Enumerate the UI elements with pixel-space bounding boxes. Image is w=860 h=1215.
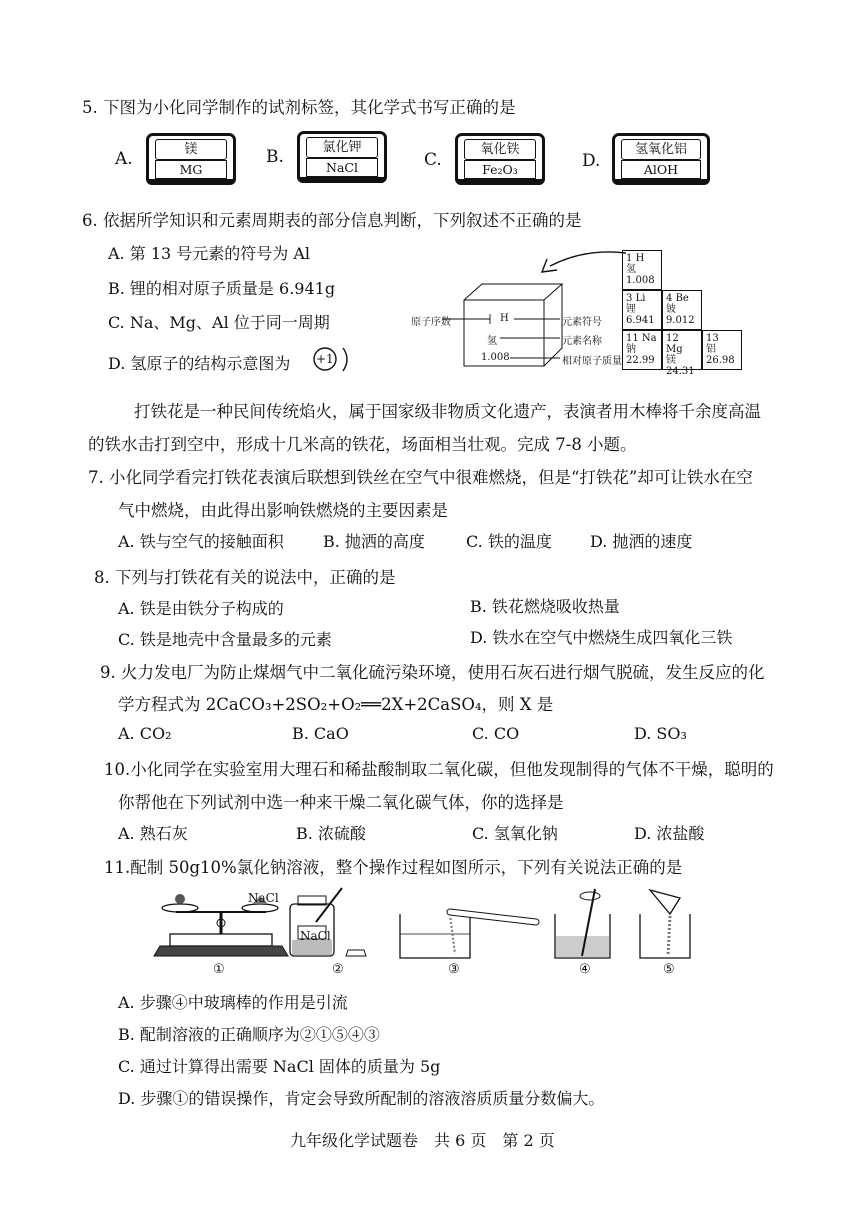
reagent-label-d	[612, 133, 710, 185]
q5-option-d-letter: D.	[582, 151, 601, 171]
q10-stem-line-1: 10.小化同学在实验室用大理石和稀盐酸制取二氧化碳，但他发现制得的气体不干燥，聪明的	[104, 760, 774, 779]
step-label-1: ①	[213, 962, 225, 977]
q10-option-a: A. 熟石灰	[118, 824, 188, 843]
bottle-nacl-label: NaCl	[300, 929, 331, 943]
q5-option-a-letter: A.	[115, 149, 133, 169]
q9-option-b: B. CaO	[292, 724, 349, 743]
step-label-4: ④	[579, 962, 591, 977]
q11-stem: 11.配制 50g10%氯化钠溶液，整个操作过程如图所示，下列有关说法正确的是	[104, 858, 683, 877]
q6-option-a: A. 第 13 号元素的符号为 Al	[108, 244, 311, 263]
periodic-cell-mg: 12 Mg 镁 24.31	[662, 330, 702, 370]
q9-option-d: D. SO₃	[634, 724, 687, 743]
q6-option-d: D. 氢原子的结构示意图为	[108, 354, 291, 373]
q11-option-d: D. 步骤①的错误操作，肯定会导致所配制的溶液溶质质量分数偏大。	[118, 1089, 605, 1108]
step-label-5: ⑤	[663, 962, 675, 977]
passage-line-2: 的铁水击打到空中，形成十几米高的铁花，场面相当壮观。完成 7-8 小题。	[88, 435, 637, 454]
reagent-bottle-illustration	[290, 888, 366, 956]
q8-option-b: B. 铁花燃烧吸收热量	[470, 597, 620, 616]
periodic-cell-li: 3 Li 锂 6.941	[622, 290, 662, 330]
hydrogen-nucleus-charge: +1	[316, 352, 334, 366]
q7-stem-line-2: 气中燃烧，由此得出影响铁燃烧的主要因素是	[118, 501, 448, 520]
q7-option-c: C. 铁的温度	[466, 532, 552, 551]
q5-option-c-letter: C.	[424, 150, 442, 170]
legend-atomic-number: 原子序数	[411, 317, 451, 328]
reagent-label-b-formula: NaCl	[306, 158, 378, 177]
q9-option-c: C. CO	[472, 724, 520, 743]
adding-solid-beaker-illustration	[640, 890, 690, 958]
periodic-cell-al: 13 铝 26.98	[702, 330, 742, 370]
stirring-beaker-illustration	[555, 889, 610, 958]
q5-stem: 5. 下图为小化同学制作的试剂标签，其化学式书写正确的是	[82, 98, 516, 117]
q7-option-d: D. 抛洒的速度	[590, 532, 693, 551]
q11-option-a: A. 步骤④中玻璃棒的作用是引流	[118, 993, 348, 1012]
solution-preparation-diagram	[150, 884, 710, 979]
reagent-label-d-name: 氢氧化铝	[621, 139, 701, 160]
q9-option-a: A. CO₂	[118, 724, 172, 743]
legend-example-name: 氢	[487, 336, 497, 347]
q9-stem-line-2: 学方程式为 2CaCO₃+2SO₂+O₂══2X+2CaSO₄，则 X 是	[118, 695, 554, 714]
q11-option-b: B. 配制溶液的正确顺序为②①⑤④③	[118, 1025, 380, 1044]
q10-option-c: C. 氢氧化钠	[472, 824, 558, 843]
pouring-beaker-illustration	[400, 912, 536, 958]
reagent-label-a	[146, 133, 236, 185]
reagent-label-c-name: 氧化铁	[464, 139, 536, 160]
q6-option-c: C. Na、Mg、Al 位于同一周期	[108, 313, 330, 332]
q11-option-c: C. 通过计算得出需要 NaCl 固体的质量为 5g	[118, 1057, 441, 1076]
passage-line-1: 打铁花是一种民间传统焰火，属于国家级非物质文化遗产，表演者用木棒将千余度高温	[134, 402, 761, 421]
q8-option-a: A. 铁是由铁分子构成的	[118, 599, 284, 618]
reagent-label-c	[455, 133, 545, 185]
q10-stem-line-2: 你帮他在下列试剂中选一种来干燥二氧化碳气体，你的选择是	[118, 793, 564, 812]
reagent-label-d-formula: AlOH	[621, 160, 701, 179]
reagent-label-a-formula: MG	[155, 160, 227, 179]
balance-nacl-label: NaCl	[248, 891, 279, 905]
q9-stem-line-1: 9. 火力发电厂为防止煤烟气中二氧化硫污染环境，使用石灰石进行烟气脱硫，发生反应的化	[100, 663, 765, 682]
q8-option-c: C. 铁是地壳中含量最多的元素	[118, 630, 332, 649]
legend-symbol: 元素符号	[562, 317, 602, 328]
reagent-label-c-formula: Fe₂O₃	[464, 160, 536, 179]
q8-stem: 8. 下列与打铁花有关的说法中，正确的是	[94, 568, 396, 587]
step-label-2: ②	[332, 962, 344, 977]
legend-example-mass: 1.008	[481, 352, 510, 363]
legend-name: 元素名称	[562, 336, 602, 347]
periodic-cell-na: 11 Na 钠 22.99	[622, 330, 662, 370]
q8-option-d: D. 铁水在空气中燃烧生成四氧化三铁	[470, 628, 733, 647]
q10-option-b: B. 浓硫酸	[296, 824, 366, 843]
step-label-3: ③	[448, 962, 460, 977]
q7-option-b: B. 抛洒的高度	[323, 532, 425, 551]
legend-mass: 相对原子质量	[562, 356, 622, 367]
q6-option-b: B. 锂的相对原子质量是 6.941g	[108, 279, 336, 298]
reagent-label-b-name: 氯化钾	[306, 137, 378, 158]
q7-option-a: A. 铁与空气的接触面积	[118, 532, 284, 551]
q6-stem: 6. 依据所学知识和元素周期表的部分信息判断，下列叙述不正确的是	[82, 211, 582, 230]
legend-example-symbol: H	[500, 313, 509, 324]
reagent-label-b	[297, 131, 387, 183]
page-footer: 九年级化学试题卷 共 6 页 第 2 页	[290, 1131, 555, 1150]
q7-stem-line-1: 7. 小化同学看完打铁花表演后联想到铁丝在空气中很难燃烧，但是“打铁花”却可让铁水在空	[88, 468, 753, 487]
periodic-cell-h: 1 H 氢 1.008	[622, 250, 662, 290]
q5-option-b-letter: B.	[266, 147, 284, 167]
q10-option-d: D. 浓盐酸	[634, 824, 705, 843]
reagent-label-a-name: 镁	[155, 139, 227, 160]
periodic-cell-be: 4 Be 铍 9.012	[662, 290, 702, 330]
